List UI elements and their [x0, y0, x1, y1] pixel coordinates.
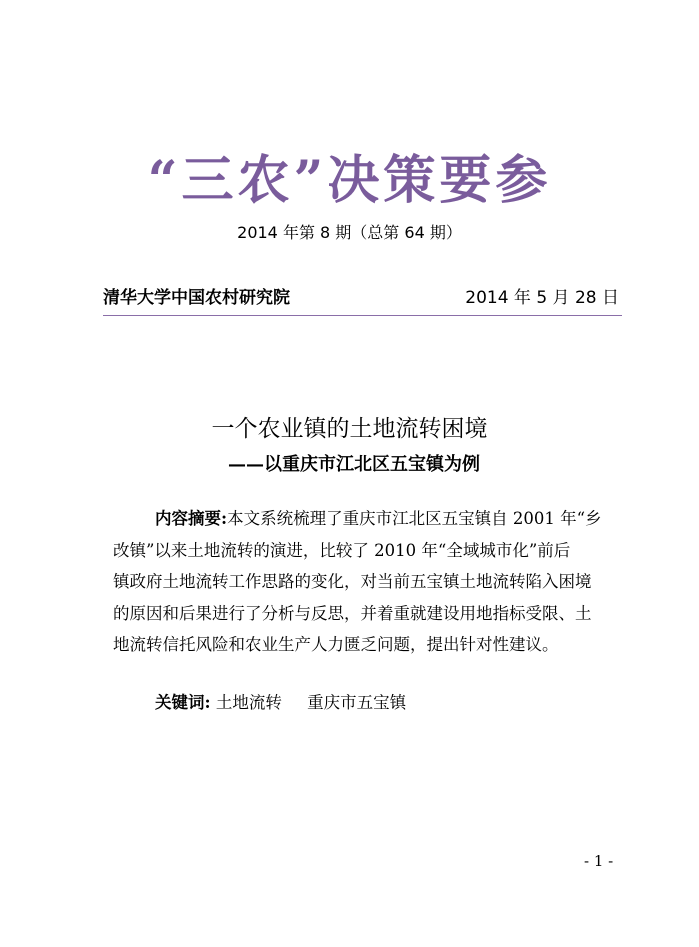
organization-name: 清华大学中国农村研究院	[103, 288, 290, 308]
header-line	[103, 283, 619, 307]
publication-date: 2014 年 5 月 28 日	[465, 288, 619, 308]
abstract-line: 改镇”以来土地流转的演进，比较了 2010 年“全域城市化”前后	[113, 540, 571, 560]
abstract-label: 内容摘要:	[155, 509, 228, 528]
keyword: 重庆市五宝镇	[307, 693, 407, 712]
keyword: 土地流转	[215, 693, 282, 712]
abstract-line	[113, 503, 613, 535]
abstract-line-text: 本文系统梳理了重庆市江北区五宝镇自 2001 年“乡	[227, 509, 602, 528]
header-divider	[103, 315, 622, 316]
keywords	[155, 689, 426, 713]
abstract-line: 地流转信托风险和农业生产人力匮乏问题，提出针对性建议。	[113, 635, 559, 654]
abstract	[113, 503, 613, 661]
keywords-label: 关键词:	[155, 693, 211, 712]
abstract-line: 的原因和后果进行了分析与反思，并着重就建设用地指标受限、土	[113, 603, 592, 623]
article-title: 一个农业镇的土地流转困境	[211, 416, 488, 442]
abstract-line: 镇政府土地流转工作思路的变化，对当前五宝镇土地流转陷入困境	[113, 572, 592, 591]
masthead-title: “三农”决策要参	[147, 150, 552, 211]
issue-number: 2014 年第 8 期（总第 64 期）	[237, 223, 462, 242]
article-subtitle: ——以重庆市江北区五宝镇为例	[228, 454, 480, 475]
page-number: - 1 -	[584, 852, 614, 870]
